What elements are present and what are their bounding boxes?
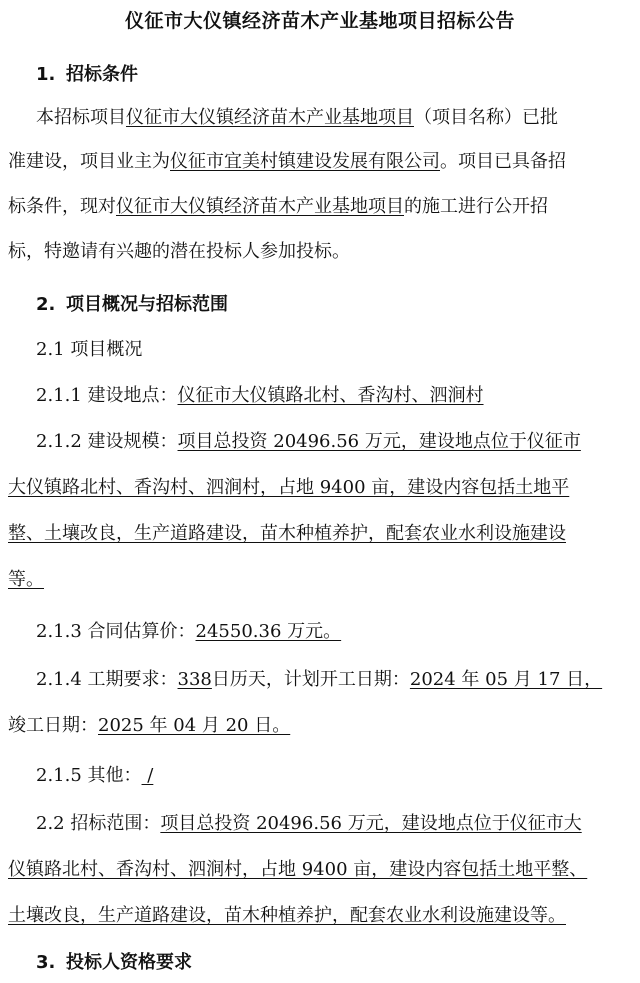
text: 标条件，现对 <box>8 196 116 217</box>
scope-underlined: 项目总投资 20496.56 万元，建设地点位于仪征市大 <box>160 813 582 834</box>
other-underlined: / <box>141 765 154 786</box>
item-2-1-2-line-3: 整、土壤改良，生产道路建设，苗木种植养护，配套农业水利设施建设 <box>8 523 566 544</box>
p1-line-3 <box>8 195 548 219</box>
text: 日历天，计划开工日期： <box>211 669 410 690</box>
text: 2.1.3 合同估算价： <box>36 621 196 642</box>
owner-name-underlined: 仪征市宜美村镇建设发展有限公司 <box>170 151 440 172</box>
scale-underlined: 项目总投资 20496.56 万元，建设地点位于仪征市 <box>177 431 581 452</box>
text: 2.2 招标范围： <box>36 813 161 834</box>
text: 的施工进行公开招 <box>404 196 548 217</box>
text: （项目名称）已批 <box>414 107 558 128</box>
subsection-2-1: 2.1 项目概况 <box>36 339 143 360</box>
item-2-2-line-3: 土壤改良，生产道路建设，苗木种植养护，配套农业水利设施建设等。 <box>8 905 566 926</box>
text: 准建设，项目业主为 <box>8 151 170 172</box>
location-underlined: 仪征市大仪镇路北村、香沟村、泗涧村 <box>177 385 484 406</box>
section-3-label: 投标人资格要求 <box>66 952 192 973</box>
start-date-underlined: 2024 年 05 月 17 日， <box>409 669 603 690</box>
item-2-1-1 <box>36 384 484 408</box>
text: 竣工日期： <box>8 715 98 736</box>
item-2-1-2-line-1 <box>36 430 581 454</box>
item-2-1-3 <box>36 620 341 644</box>
days-underlined: 338 <box>177 669 212 690</box>
estimate-underlined: 24550.36 万元。 <box>195 621 342 642</box>
item-2-1-4-line-2 <box>8 714 290 738</box>
text: 2.1.1 建设地点： <box>36 385 178 406</box>
end-date-underlined: 2025 年 04 月 20 日。 <box>98 715 291 736</box>
text: 。项目已具备招 <box>440 151 566 172</box>
item-2-1-4-line-1 <box>36 668 602 692</box>
section-2-number: 2. <box>36 294 56 315</box>
item-2-2-line-2: 仪镇路北村、香沟村、泗涧村，占地 9400 亩，建设内容包括土地平整、 <box>8 859 588 880</box>
p1-line-2 <box>8 150 566 174</box>
section-3-heading <box>36 948 192 974</box>
page-title: 仪征市大仪镇经济苗木产业基地项目招标公告 <box>124 10 515 32</box>
section-1-heading <box>36 60 138 86</box>
item-2-1-2-line-4: 等。 <box>8 569 44 590</box>
text: 2.1.2 建设规模： <box>36 431 178 452</box>
section-1-number: 1. <box>36 64 56 85</box>
item-2-1-5 <box>36 764 153 788</box>
text: 2.1.5 其他： <box>36 765 142 786</box>
section-1-label: 招标条件 <box>66 64 138 85</box>
p1-line-4: 标，特邀请有兴趣的潜在投标人参加投标。 <box>8 241 350 262</box>
p1-line-1 <box>36 106 558 130</box>
item-2-1-2-line-2: 大仪镇路北村、香沟村、泗涧村，占地 9400 亩，建设内容包括土地平 <box>8 477 570 498</box>
text: 本招标项目 <box>36 107 126 128</box>
project-name-underlined: 仪征市大仪镇经济苗木产业基地项目 <box>116 196 404 217</box>
project-name-underlined: 仪征市大仪镇经济苗木产业基地项目 <box>126 107 414 128</box>
text: 2.1.4 工期要求： <box>36 669 178 690</box>
section-3-number: 3. <box>36 952 56 973</box>
item-2-2-line-1 <box>36 812 582 836</box>
section-2-heading <box>36 290 228 316</box>
section-2-label: 项目概况与招标范围 <box>66 294 228 315</box>
